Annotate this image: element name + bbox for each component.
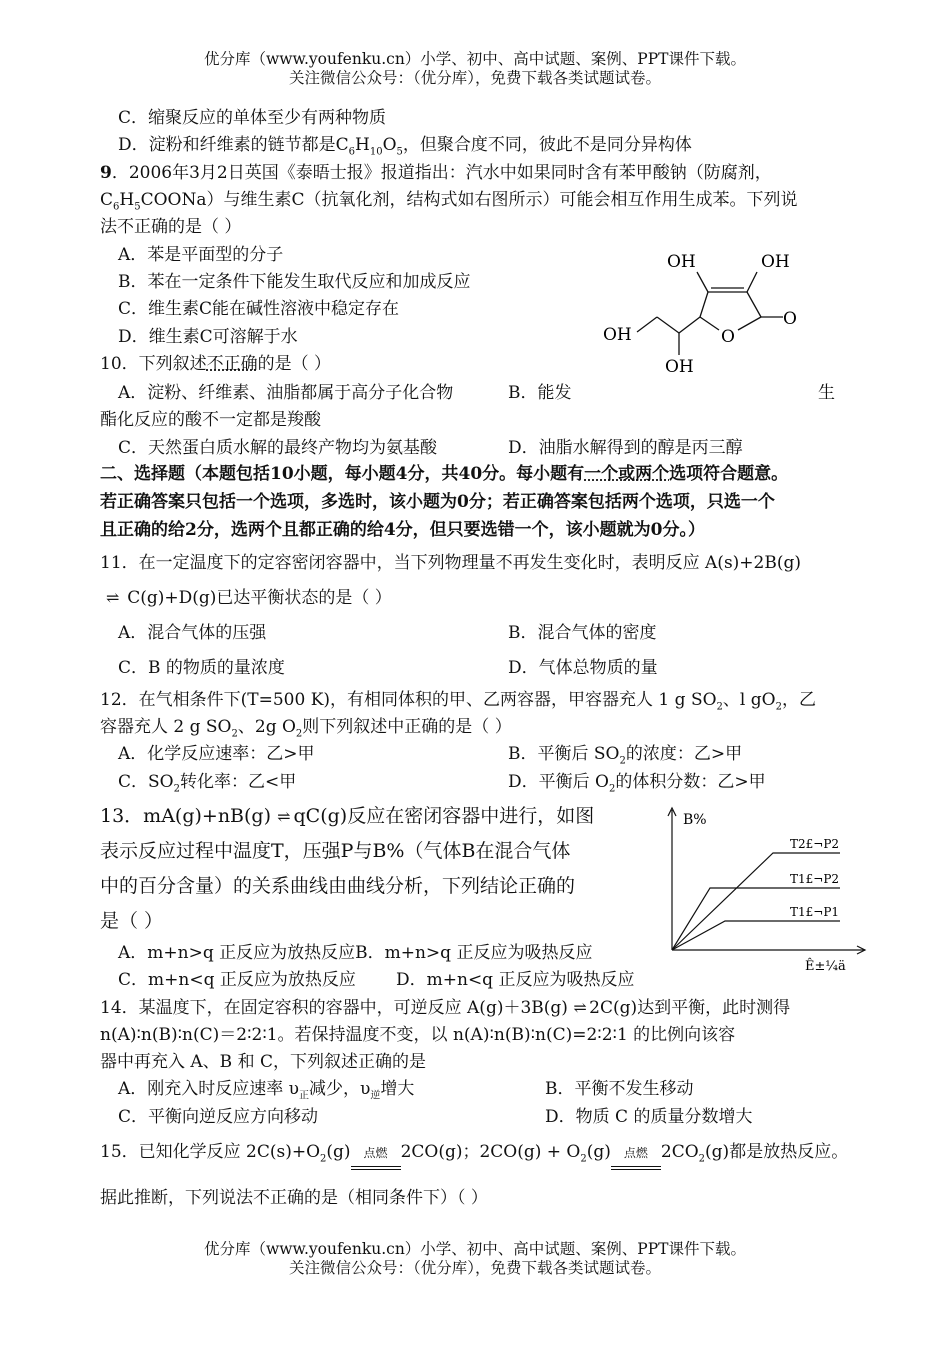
section2-line-2: 若正确答案只包括一个选项，多选时，该小题为0分；若正确答案包括两个选项，只选一个: [100, 492, 775, 512]
q9-option-d: D．维生素C可溶解于水: [118, 327, 298, 347]
q11-option-d: D．气体总物质的量: [508, 658, 658, 678]
graph-y-label: B%: [683, 812, 707, 828]
oh-left: OH: [603, 325, 632, 345]
q14-option-b: B．平衡不发生移动: [545, 1079, 694, 1099]
curve-label-1: T2£¬P2: [790, 837, 840, 851]
equilibrium-arrow-icon: ⇌: [277, 807, 288, 826]
q8-option-d: D．淀粉和纤维素的链节都是$C_6H_{10}O_5$，但聚合度不同，彼此不是同分异构体: [118, 135, 692, 158]
q11-stem-line-2: ⇌ C(g)+D(g)已达平衡状态的是（ ）: [106, 588, 392, 608]
q10-option-c: C．天然蛋白质水解的最终产物均为氨基酸: [118, 438, 438, 458]
q9-stem-line-3: 法不正确的是（ ）: [100, 217, 242, 237]
q8-option-c: C．缩聚反应的单体至少有两种物质: [118, 108, 387, 128]
q15-stem-line-1: 15．已知化学反应 $2C(s)+O_2(g)$ 点燃 2CO(g)；$2CO(g) + O_2(g)$ 点燃 $2CO_2(g)$都是放热反应。: [100, 1142, 849, 1165]
q13-option-c: C．m+n<q 正反应为放热反应: [118, 970, 356, 990]
header-line-2: 关注微信公众号：（优分库），免费下载各类试题试卷。: [288, 69, 661, 87]
q11-stem-line-1: 11．在一定温度下的定容密闭容器中，当下列物理量不再发生变化时，表明反应 A(s)+2B(g): [100, 553, 801, 573]
curve-label-3: T1£¬P1: [790, 905, 840, 919]
ring-oxygen: O: [721, 327, 735, 347]
q13-stem-line-2: 表示反应过程中温度T，压强P与B%（气体B在混合气体: [100, 840, 571, 862]
q10-option-b-start: B．能发: [508, 383, 572, 403]
q12-option-a: A．化学反应速率：乙>甲: [118, 744, 315, 764]
q11-option-a: A．混合气体的压强: [118, 623, 267, 643]
q12-stem-line-2: 容器充人 2 g $SO_2$、2g $O_2$则下列叙述中正确的是（ ）: [100, 717, 512, 740]
q13-stem-line-1: 13．mA(g)+nB(g) ⇌ qC(g)反应在密闭容器中进行，如图: [100, 803, 594, 830]
q11-option-b: B．混合气体的密度: [508, 623, 657, 643]
footer-line-1: 优分库（www.youfenku.cn）小学、初中、高中试题、案例、PPT课件下载。: [203, 1240, 747, 1258]
q13-option-ab: A．m+n>q 正反应为放热反应B．m+n>q 正反应为吸热反应: [118, 943, 593, 963]
footer-line-2: 关注微信公众号：（优分库），免费下载各类试题试卷。: [288, 1259, 661, 1277]
q14-option-a: A．刚充入时反应速率 $\upsilon_正$减少，$\upsilon_逆$增大: [118, 1079, 415, 1102]
q12-stem-line-1: 12．在气相条件下(T=500 K)，有相同体积的甲、乙两容器，甲容器充人 1 g $SO_2$、l $gO_2$，乙: [100, 690, 816, 713]
q13-stem-line-3: 中的百分含量）的关系曲线由曲线分析，下列结论正确的: [100, 875, 576, 897]
q12-option-b: B．平衡后 $SO_2$的浓度：乙>甲: [508, 744, 743, 767]
equilibrium-arrow-icon: ⇌: [573, 998, 584, 1017]
q9-stem-line-1: 9．2006年3月2日英国《泰晤士报》报道指出：汽水中如果同时含有苯甲酸钠（防腐剂，: [100, 163, 772, 183]
q14-stem-line-2: n(A)∶n(B)∶n(C)＝2∶2∶1。若保持温度不变，以 n(A)∶n(B)∶n(C)=2∶2∶1 的比例向该容: [100, 1025, 736, 1045]
q9-option-a: A．苯是平面型的分子: [118, 245, 284, 265]
q14-stem-line-3: 器中再充入 A、B 和 C，下列叙述正确的是: [100, 1052, 426, 1072]
curve-t2-p2: [672, 853, 840, 950]
q9-option-b: B．苯在一定条件下能发生取代反应和加成反应: [118, 272, 471, 292]
curve-label-2: T1£¬P2: [790, 872, 840, 886]
q10-option-b-cont: 酯化反应的酸不一定都是羧酸: [100, 410, 321, 430]
q14-stem-line-1: 14．某温度下，在固定容积的容器中，可逆反应 A(g)＋3B(g) ⇌ 2C(g)达到平衡，此时测得: [100, 998, 791, 1018]
q11-option-c: C．B 的物质的量浓度: [118, 658, 285, 678]
section2-line-1: 二、选择题（本题包括10小题，每小题4分，共40分。每小题有一个或两个选项符合题意。: [100, 464, 789, 484]
equilibrium-arrow-icon: ⇌: [106, 588, 117, 607]
oh-top-right: OH: [761, 252, 790, 272]
q9-option-c: C．维生素C能在碱性溶液中稳定存在: [118, 299, 400, 319]
curve-t1-p2: [672, 888, 840, 950]
q12-option-c: C．$SO_2$转化率：乙<甲: [118, 772, 297, 795]
b-percent-time-graph: [655, 800, 880, 975]
q15-stem-line-2: 据此推断，下列说法不正确的是（相同条件下）（ ）: [100, 1188, 488, 1208]
q14-option-d: D．物质 C 的质量分数增大: [545, 1107, 753, 1127]
carbonyl-oxygen: O: [783, 309, 797, 329]
graph-x-label: Ê±¼ä: [805, 959, 846, 974]
section2-line-3: 且正确的给2分，选两个且都正确的给4分，但只要选错一个，该小题就为0分。）: [100, 520, 705, 540]
q10-option-a: A．淀粉、纤维素、油脂都属于高分子化合物: [118, 383, 454, 403]
q10-stem: 10．下列叙述不正确的是（ ）: [100, 354, 332, 374]
header-line-1: 优分库（www.youfenku.cn）小学、初中、高中试题、案例、PPT课件下载。: [203, 50, 747, 68]
q13-option-d: D．m+n<q 正反应为吸热反应: [396, 970, 635, 990]
q13-stem-line-4: 是（ ）: [100, 910, 164, 932]
q12-option-d: D．平衡后 $O_2$的体积分数：乙>甲: [508, 772, 766, 795]
reaction-condition-2: 点燃: [611, 1142, 661, 1164]
oh-bottom: OH: [665, 357, 694, 377]
q9-stem-line-2: $C_6H_5COONa$）与维生素C（抗氧化剂，结构式如右图所示）可能会相互作用生成苯。下列说: [100, 190, 798, 213]
q14-option-c: C．平衡向逆反应方向移动: [118, 1107, 319, 1127]
oh-top-left: OH: [667, 252, 696, 272]
q10-option-d: D．油脂水解得到的醇是丙三醇: [508, 438, 743, 458]
reaction-condition-1: 点燃: [351, 1142, 401, 1164]
vitamin-c-structure: [595, 245, 815, 380]
q10-option-b-end: 生: [818, 383, 835, 403]
